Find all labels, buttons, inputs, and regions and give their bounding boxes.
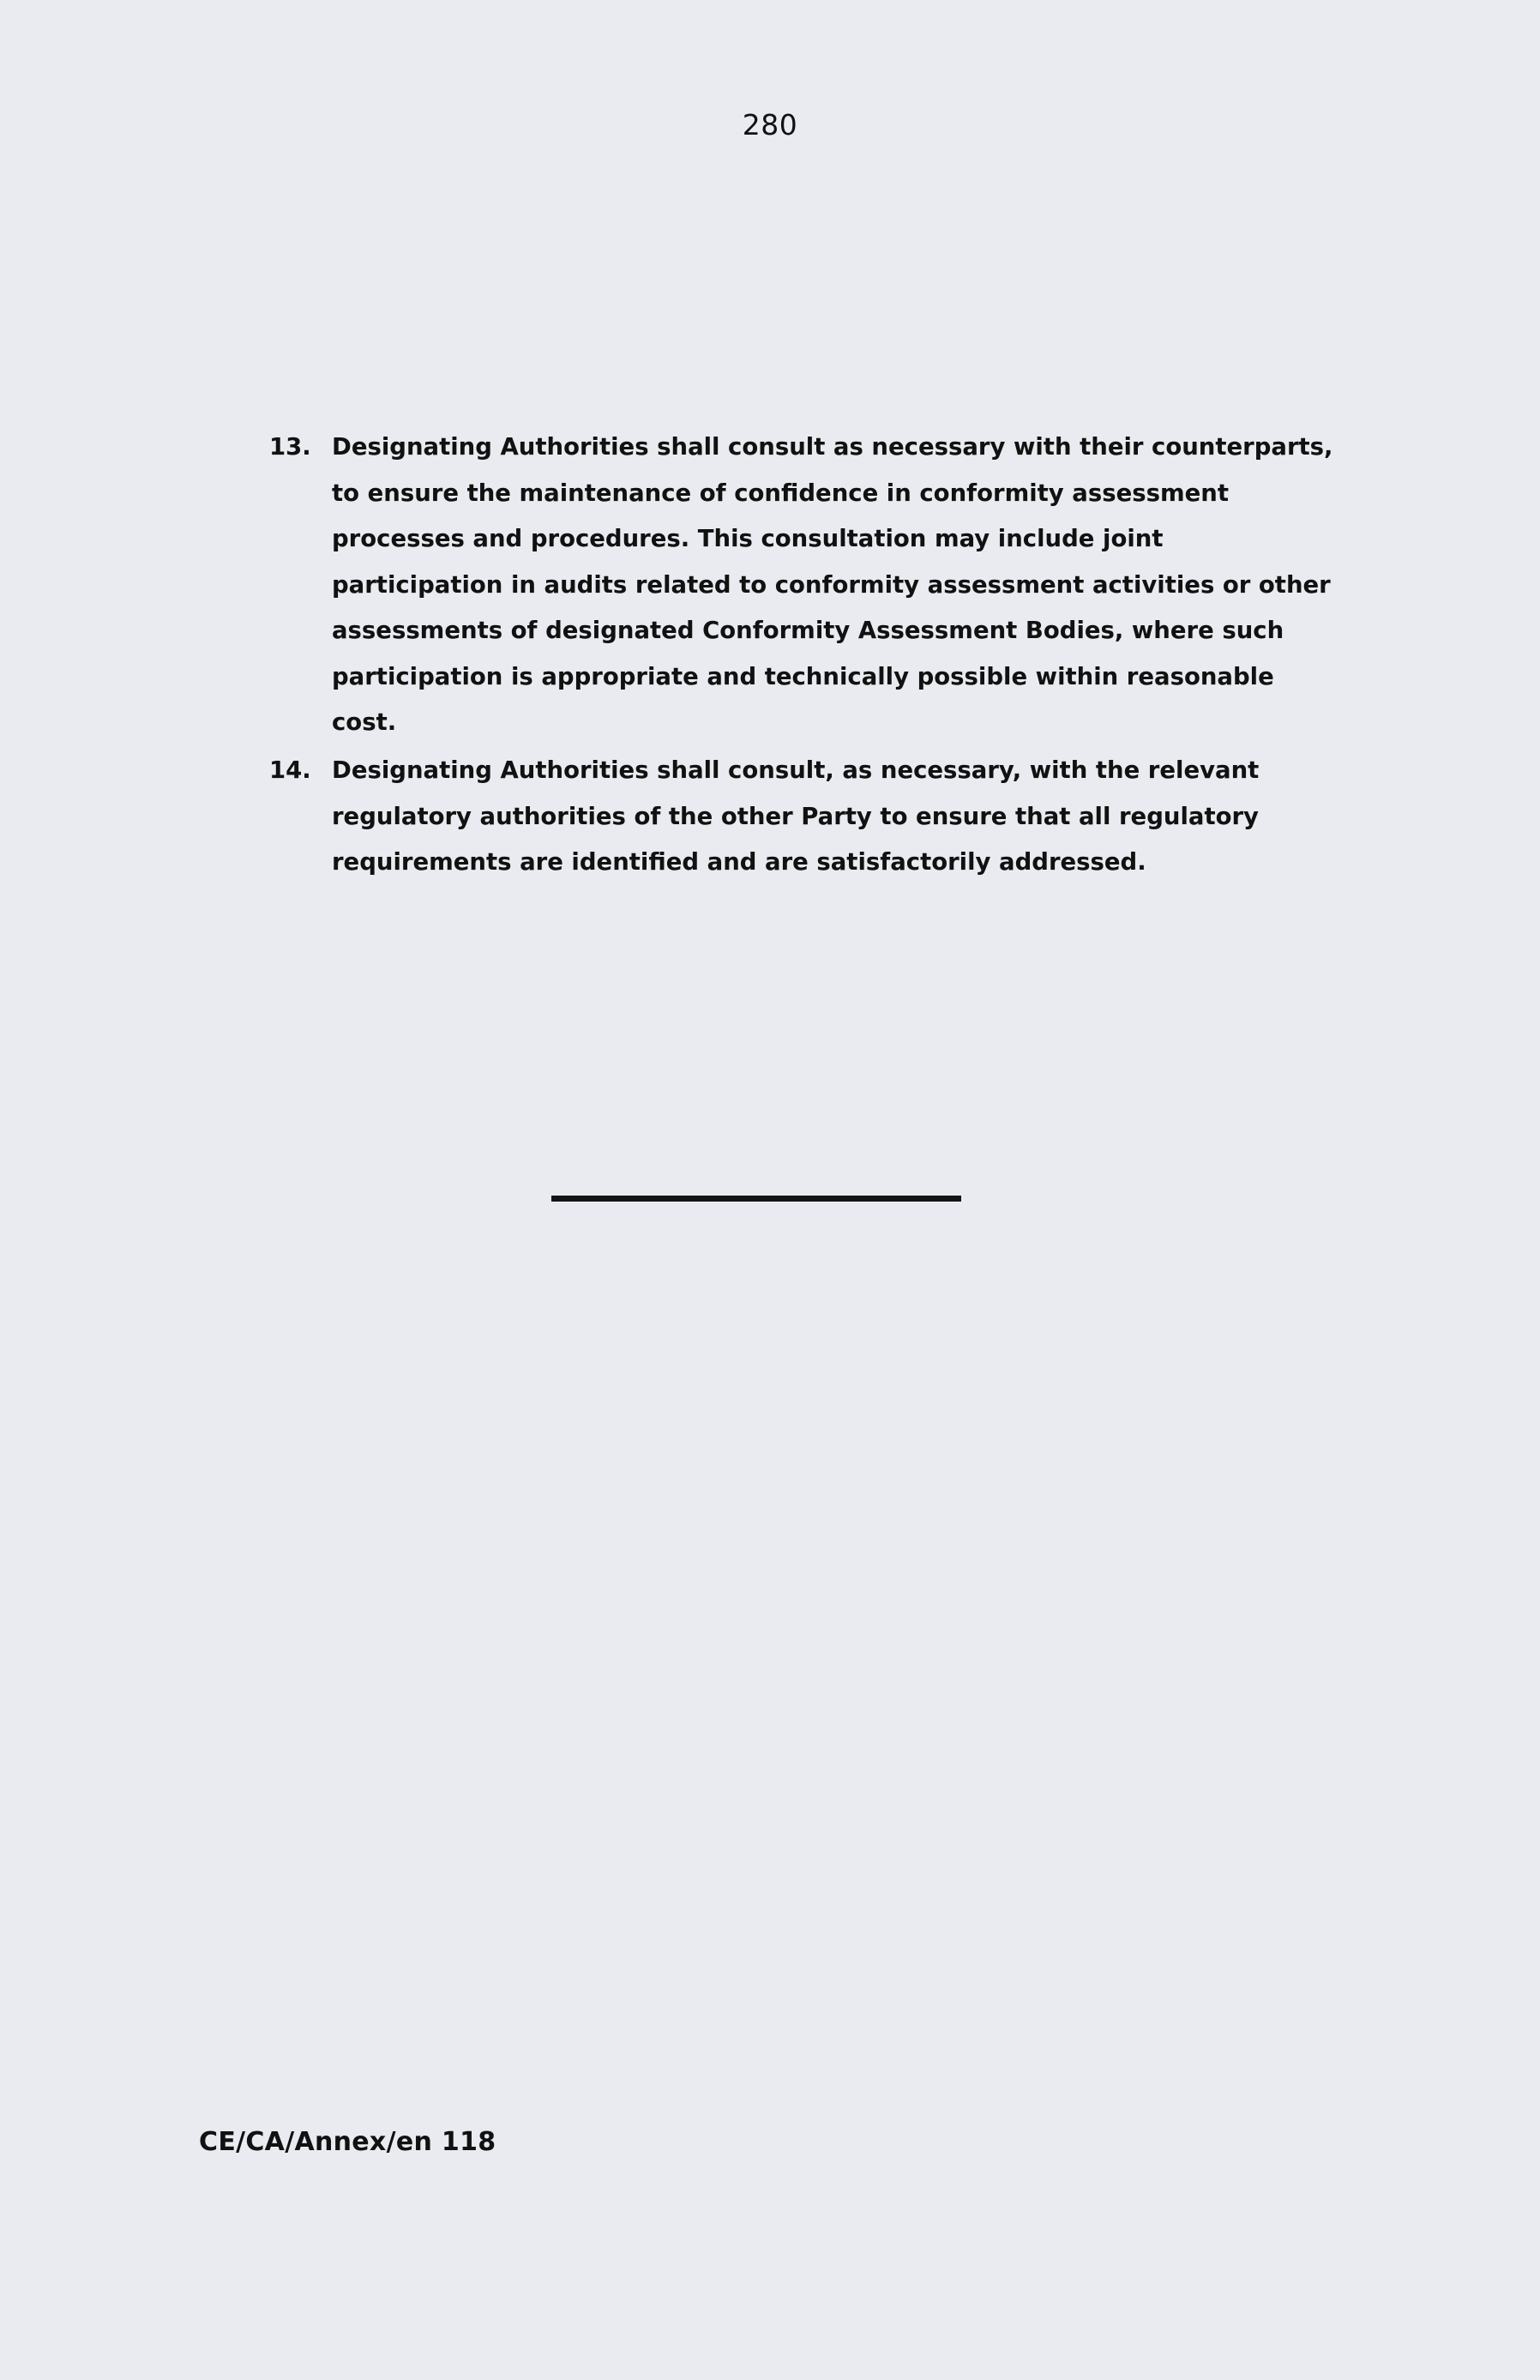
paragraph-13 [269,425,1341,746]
paragraph-text: Designating Authorities shall consult, as necessary, with the relevant regulatory authorities of the other Party to ensure that all regulatory requirements are identified and are satisfactorily addressed. [332,756,1260,876]
document-reference: CE/CA/Annex/en 118 [199,2127,496,2157]
paragraph-number: 13. [269,433,311,461]
paragraph-text: Designating Authorities shall consult as necessary with their counterparts, to ensure the maintenance of confidence in conformity assessment processes and procedures. This consultation may include joint participation in audits related to conformity assessment activities or other assessments of designated Conformity Assessment Bodies, where such participation is appropriate and technically possible within reasonable cost. [332,433,1333,736]
paragraph-number: 14. [269,756,311,784]
paragraph-14 [269,748,1341,886]
page-number: 280 [742,108,798,142]
end-separator-line [551,1196,961,1202]
